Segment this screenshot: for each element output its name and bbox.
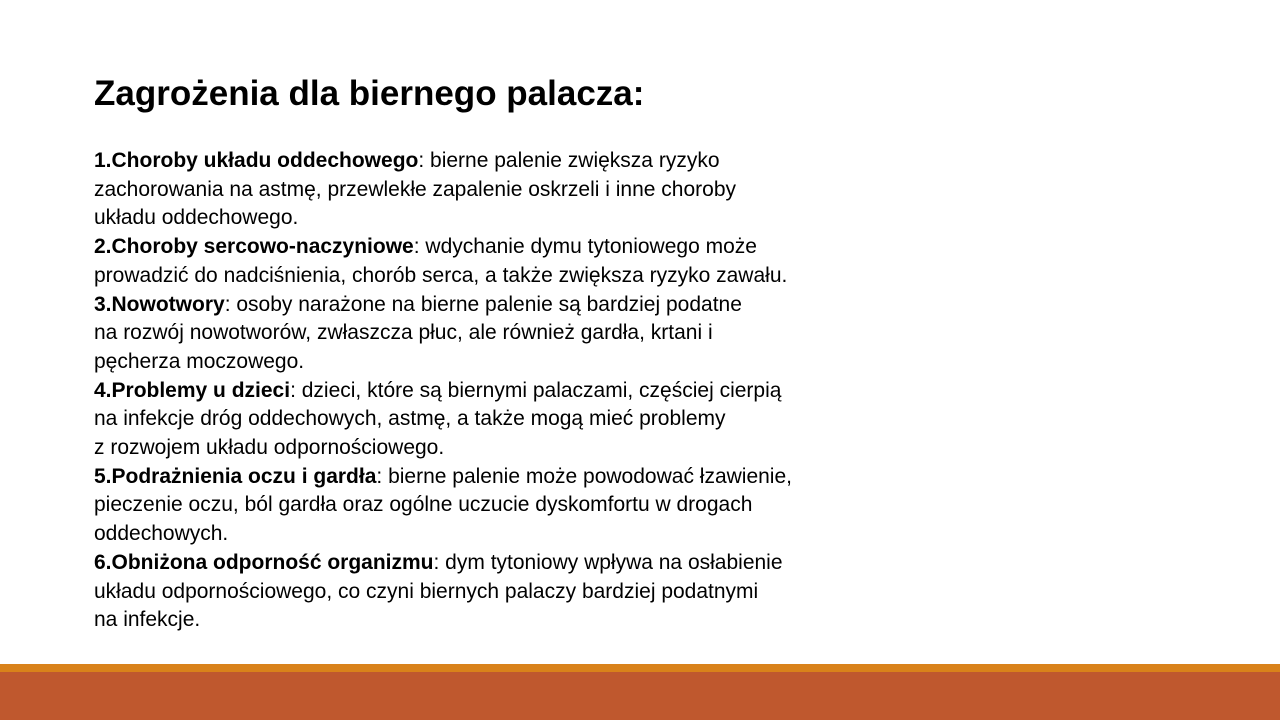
slide-title: Zagrożenia dla biernego palacza: [94, 74, 645, 113]
list-item-3-line-1 [94, 291, 914, 320]
item-heading: 1.Choroby układu oddechowego [94, 149, 419, 172]
list-item-2-line-1 [94, 233, 914, 262]
list-item-3-line-2: na rozwój nowotworów, zwłaszcza płuc, ale również gardła, krtani i [94, 321, 713, 345]
item-text: : bierne palenie zwiększa ryzyko [418, 149, 720, 172]
list-item-2-line-2: prowadzić do nadciśnienia, chorób serca, a także zwiększa ryzyko zawału. [94, 263, 788, 287]
item-text: : dzieci, które są biernymi palaczami, częściej cierpią [290, 378, 782, 402]
list-item-3-line-3: pęcherza moczowego. [94, 349, 305, 373]
item-heading: 6.Obniżona odporność organizmu [94, 550, 434, 574]
list-item-5-line-3: oddechowych. [94, 522, 229, 546]
item-text: : dym tytoniowy wpływa na osłabienie [433, 550, 783, 574]
list-item-5-line-2: pieczenie oczu, ból gardła oraz ogólne uczucie dyskomfortu w drogach [94, 493, 753, 517]
footer-band [0, 672, 1280, 720]
list-item-6-line-2: układu odpornościowego, co czyni biernych palaczy bardziej podatnymi [94, 579, 759, 603]
list-item-4-line-1 [94, 377, 914, 406]
item-heading: 4.Problemy u dzieci [94, 378, 291, 402]
list-item-1-line-3: układu oddechowego. [94, 206, 299, 230]
item-heading: 2.Choroby sercowo-naczyniowe [94, 235, 414, 259]
item-text: : bierne palenie może powodować łzawienie, [376, 464, 792, 488]
list-item-4-line-3: z rozwojem układu odpornościowego. [94, 436, 445, 460]
list-item-4-line-2: na infekcje dróg oddechowych, astmę, a także mogą mieć problemy [94, 407, 726, 431]
list-item-6-line-1 [94, 549, 914, 578]
footer-accent-stripe [0, 664, 1280, 672]
item-heading: 5.Podrażnienia oczu i gardła [94, 464, 377, 488]
list-item-1-line-2: zachorowania na astmę, przewlekłe zapalenie oskrzeli i inne choroby [94, 177, 737, 201]
list-item-1-line-1 [94, 147, 914, 176]
list-item-5-line-1 [94, 463, 914, 492]
item-text: : osoby narażone na bierne palenie są bardziej podatne [224, 292, 742, 316]
list-item-6-line-3: na infekcje. [94, 608, 201, 632]
item-heading: 3.Nowotwory [94, 292, 225, 316]
item-text: : wdychanie dymu tytoniowego może [413, 235, 757, 259]
risk-list [94, 147, 914, 635]
